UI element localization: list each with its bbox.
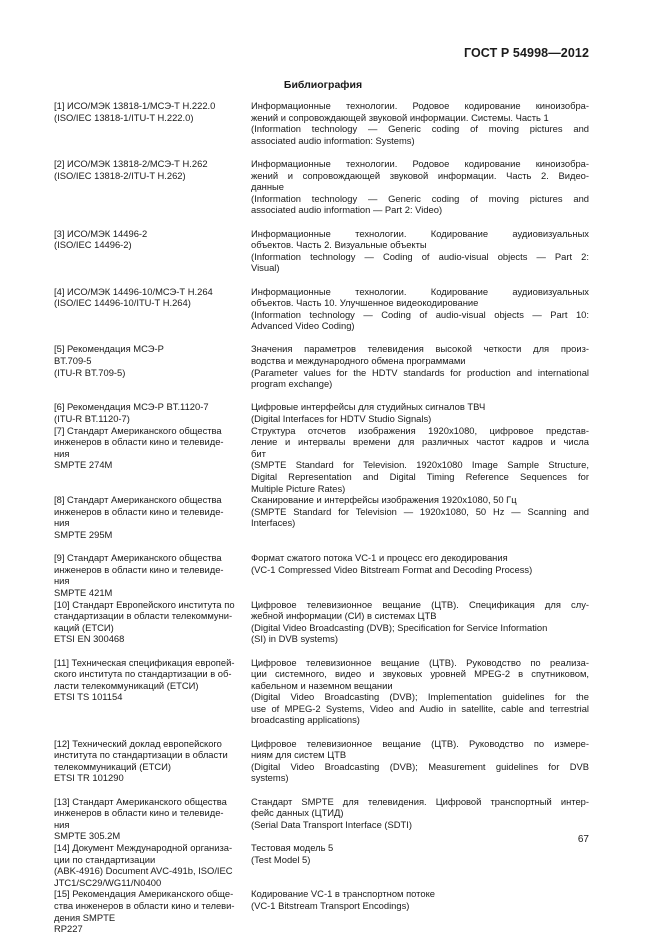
description-line: (Information technology — Generic coding of moving pictures and xyxy=(251,123,589,135)
description-line: (Test Model 5) xyxy=(251,853,311,865)
entry-description xyxy=(251,494,589,540)
description-line: (Information technology — Coding of audio-visual objects — Part 2: xyxy=(251,250,589,262)
reference-line: [15] Рекомендация Американского обще- xyxy=(54,888,234,900)
description-line: Тестовая модель 5 xyxy=(251,842,334,853)
entry-reference xyxy=(54,552,251,598)
description-line: (VC-1 Compressed Video Bitstream Format and Decoding Process) xyxy=(251,563,533,575)
description-line: (VC-1 Bitstream Transport Encodings) xyxy=(251,899,410,911)
entry-reference xyxy=(54,286,251,332)
entry-description xyxy=(251,599,589,645)
entry-description xyxy=(251,842,589,888)
reference-line: ETSI EN 300468 xyxy=(54,633,125,645)
standard-designation: ГОСТ Р 54998—2012 xyxy=(463,46,589,60)
entry-description xyxy=(251,552,589,598)
entry-description xyxy=(251,228,589,274)
entry-reference xyxy=(54,494,251,540)
description-line: бит xyxy=(251,447,266,459)
description-line: (SMPTE Standard for Television — 1920x1080, 50 Hz — Scanning and xyxy=(251,505,589,517)
description-line: (Serial Data Transport Interface (SDTI) xyxy=(251,818,412,830)
reference-line: ETSI TR 101290 xyxy=(54,772,124,784)
reference-line: [10] Стандарт Европейского института по xyxy=(54,598,235,610)
entry-description xyxy=(251,657,589,727)
reference-line: ства инженеров в области кино и телеви- xyxy=(54,899,235,911)
reference-line: [3] ИСО/МЭК 14496-2 xyxy=(54,227,148,239)
reference-line: (ISO/IEC 14496-10/ITU-T H.264) xyxy=(54,297,191,309)
reference-line: [13] Стандарт Американского общества xyxy=(54,795,227,807)
description-line: Информационные технологии. Родовое кодирование киноизобра- xyxy=(251,157,589,169)
entry-reference xyxy=(54,888,251,934)
entry-reference xyxy=(54,425,251,495)
section-title: Библиография xyxy=(283,79,363,91)
description-line: Digital Representation and Digital Timing Reference Sequences for xyxy=(251,471,589,482)
bibliography-entry xyxy=(54,494,589,540)
reference-line: (ITU-R BT.1120-7) xyxy=(54,413,130,425)
reference-line: ского института по стандартизации в об- xyxy=(54,668,232,680)
description-line: ции системного, видео и звуковых уровней MPEG-2 в спутниковом, xyxy=(251,668,589,680)
reference-line: ции по стандартизации xyxy=(54,853,156,865)
entry-description xyxy=(251,158,589,216)
description-line: (Digital Video Broadcasting (DVB); Specification for Service Information xyxy=(251,621,548,633)
bibliography-list xyxy=(54,100,589,946)
bibliography-entry xyxy=(54,599,589,645)
entry-description xyxy=(251,738,589,784)
bibliography-entry xyxy=(54,842,589,888)
reference-line: инженеров в области кино и телевиде- xyxy=(54,436,224,448)
reference-line: дения SMPTE xyxy=(54,911,116,923)
description-line: (Digital Video Broadcasting (DVB); Implementation guidelines for the xyxy=(251,691,589,703)
reference-line: JTC1/SC29/WG11/N0400 xyxy=(54,876,162,888)
bibliography-entry xyxy=(54,401,589,424)
reference-line: [12] Технический доклад европейского xyxy=(54,737,222,749)
description-line: Цифровое телевизионное вещание (ЦТВ). Руководство по измере- xyxy=(251,737,589,749)
entry-reference xyxy=(54,842,251,888)
description-line: Формат сжатого потока VC-1 и процесс его декодирования xyxy=(251,552,508,564)
bibliography-entry xyxy=(54,796,589,842)
description-line: Стандарт SMPTE для телевидения. Цифровой транспортный интер- xyxy=(251,795,589,807)
bibliography-entry xyxy=(54,343,589,389)
reference-line: SMPTE 305.2M xyxy=(54,830,121,842)
reference-line: [8] Стандарт Американского общества xyxy=(54,494,222,506)
description-line: объектов. Часть 2. Визуальные объекты xyxy=(251,239,427,251)
description-line: водства и международного обмена программами xyxy=(251,355,466,367)
entry-reference xyxy=(54,738,251,784)
description-line: systems) xyxy=(251,772,289,784)
description-line: Структура отсчетов изображения 1920x1080, цифровое представ- xyxy=(251,424,589,436)
entry-reference xyxy=(54,796,251,842)
description-line: фейс данных (ЦТИД) xyxy=(251,807,344,819)
entry-description xyxy=(251,100,589,146)
description-line: жений и сопровождающей звуковой информации. Системы. Часть 1 xyxy=(251,111,549,123)
bibliography-entry xyxy=(54,888,589,934)
description-line: жений и сопровождающей звуковой информации. Часть 2. Видео- xyxy=(251,169,589,181)
description-line: broadcasting applications) xyxy=(251,714,360,726)
bibliography-entry xyxy=(54,286,589,332)
reference-line: (ISO/IEC 13818-1/ITU-T H.222.0) xyxy=(54,111,194,123)
description-line: Информационные технологии. Кодирование аудиовизуальных xyxy=(251,285,589,297)
reference-line: стандартизации в области телекоммуни- xyxy=(54,610,233,622)
page-number: 67 xyxy=(577,834,589,845)
reference-line: ния xyxy=(54,447,70,459)
reference-line: (ABK-4916) Document AVC-491b, ISO/IEC xyxy=(54,865,233,877)
description-line: кабельном и наземном вещании xyxy=(251,679,393,691)
entry-reference xyxy=(54,343,251,389)
description-line: ление и интервалы времени для различных частот кадров и числа xyxy=(251,436,589,448)
reference-line: телекоммуникаций (ЕТСИ) xyxy=(54,760,171,772)
description-line: Interfaces) xyxy=(251,517,296,529)
entry-description xyxy=(251,401,589,424)
bibliography-entry xyxy=(54,552,589,598)
bibliography-entry xyxy=(54,738,589,784)
reference-line: каций (ЕТСИ) xyxy=(54,621,114,633)
bibliography-entry xyxy=(54,657,589,727)
description-line: (Digital Video Broadcasting (DVB); Measurement guidelines for DVB xyxy=(251,760,589,772)
entry-reference xyxy=(54,100,251,146)
description-line: program exchange) xyxy=(251,378,333,390)
reference-line: (ITU-R BT.709-5) xyxy=(54,366,126,378)
description-line: Цифровое телевизионное вещание (ЦТВ). Спецификация для слу- xyxy=(251,598,589,610)
reference-line: инженеров в области кино и телевиде- xyxy=(54,563,224,575)
description-line: Visual) xyxy=(251,262,280,274)
reference-line: SMPTE 421M xyxy=(54,586,113,598)
entry-reference xyxy=(54,158,251,216)
reference-line: [9] Стандарт Американского общества xyxy=(54,552,222,564)
reference-line: BT.709-5 xyxy=(54,355,92,367)
reference-line: SMPTE 274M xyxy=(54,459,113,471)
description-line: (SMPTE Standard for Television. 1920x1080 Image Sample Structure, xyxy=(251,459,589,471)
bibliography-entry xyxy=(54,100,589,146)
description-line: Значения параметров телевидения высокой четкости для произ- xyxy=(251,343,589,355)
description-line: объектов. Часть 10. Улучшенное видеокодирование xyxy=(251,297,479,309)
entry-reference xyxy=(54,599,251,645)
reference-line: [7] Стандарт Американского общества xyxy=(54,424,222,436)
description-line: данные xyxy=(251,181,284,193)
entry-description xyxy=(251,343,589,389)
reference-line: [4] ИСО/МЭК 14496-10/МСЭ-Т Н.264 xyxy=(54,285,213,297)
entry-description xyxy=(251,286,589,332)
reference-line: [6] Рекомендация МСЭ-Р BT.1120-7 xyxy=(54,401,209,413)
description-line: Цифровое телевизионное вещание (ЦТВ). Руководство по реализа- xyxy=(251,656,589,668)
reference-line: ния xyxy=(54,818,70,830)
description-line: (Digital Interfaces for HDTV Studio Signals) xyxy=(251,413,432,425)
reference-line: (ISO/IEC 13818-2/ITU-T H.262) xyxy=(54,169,186,181)
reference-line: (ISO/IEC 14496-2) xyxy=(54,239,132,251)
reference-line: [2] ИСО/МЭК 13818-2/МСЭ-Т Н.262 xyxy=(54,157,208,169)
reference-line: [5] Рекомендация МСЭ-Р xyxy=(54,343,164,355)
entry-description xyxy=(251,425,589,495)
description-line: Multiple Picture Rates) xyxy=(251,482,346,494)
reference-line: ния xyxy=(54,575,70,587)
bibliography-entry xyxy=(54,158,589,216)
reference-line: [14] Документ Международной организа- xyxy=(54,842,233,853)
description-line: associated audio information: Systems) xyxy=(251,134,415,146)
description-line: (SI) in DVB systems) xyxy=(251,633,338,645)
entry-description xyxy=(251,888,589,934)
reference-line: института по стандартизации в области xyxy=(54,749,228,761)
description-line: (Parameter values for the HDTV standards for production and international xyxy=(251,366,589,378)
description-line: use of MPEG-2 Systems, Video and Audio in satellite, cable and terrestrial xyxy=(251,702,589,714)
description-line: (Information technology — Coding of audio-visual objects — Part 10: xyxy=(251,308,589,320)
entry-reference xyxy=(54,401,251,424)
reference-line: [1] ИСО/МЭК 13818-1/МСЭ-Т Н.222.0 xyxy=(54,100,216,111)
description-line: Advanced Video Coding) xyxy=(251,320,355,332)
reference-line: ласти телекоммуникаций (ЕТСИ) xyxy=(54,679,199,691)
description-line: Цифровые интерфейсы для студийных сигналов ТВЧ xyxy=(251,401,486,413)
reference-line: инженеров в области кино и телевиде- xyxy=(54,807,224,819)
description-line: ниям для систем ЦТВ xyxy=(251,749,347,761)
description-line: Информационные технологии. Кодирование аудиовизуальных xyxy=(251,227,589,239)
entry-description xyxy=(251,796,589,842)
description-line: Сканирование и интерфейсы изображения 1920x1080, 50 Гц xyxy=(251,494,517,506)
reference-line: RP227 xyxy=(54,923,83,935)
description-line: Кодирование VC-1 в транспортном потоке xyxy=(251,888,436,900)
entry-reference xyxy=(54,228,251,274)
description-line: жебной информации (СИ) в системах ЦТВ xyxy=(251,610,437,622)
reference-line: инженеров в области кино и телевиде- xyxy=(54,505,224,517)
reference-line: ния xyxy=(54,517,70,529)
reference-line: ETSI TS 101154 xyxy=(54,691,123,703)
entry-reference xyxy=(54,657,251,727)
bibliography-entry xyxy=(54,228,589,274)
description-line: associated audio information — Part 2: Video) xyxy=(251,204,443,216)
reference-line: [11] Техническая спецификация европей- xyxy=(54,656,235,668)
description-line: (Information technology — Generic coding of moving pictures and xyxy=(251,192,589,204)
reference-line: SMPTE 295M xyxy=(54,528,113,540)
bibliography-entry xyxy=(54,425,589,495)
description-line: Информационные технологии. Родовое кодирование киноизобра- xyxy=(251,100,589,111)
